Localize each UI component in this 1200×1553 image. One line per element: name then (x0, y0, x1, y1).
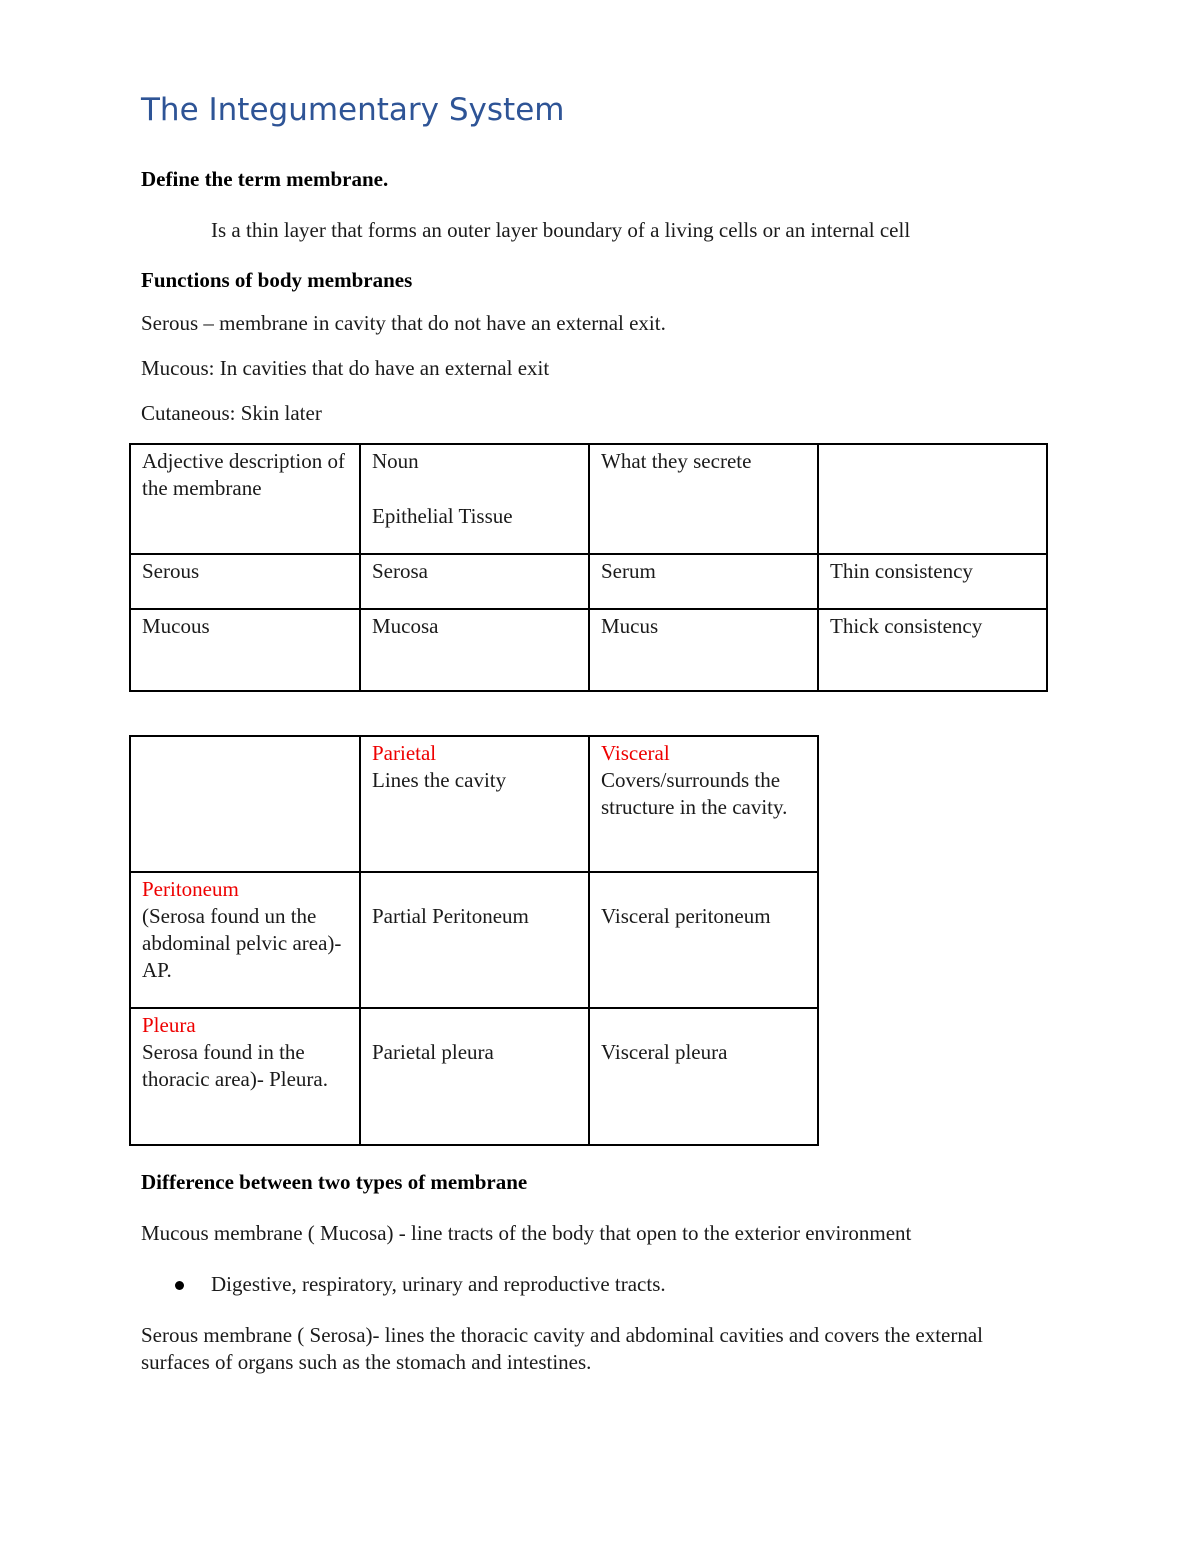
table-header-row (130, 736, 818, 872)
table-cell: Visceral pleura (589, 1008, 818, 1145)
table-cell: Mucus (589, 609, 818, 691)
table-header-row (130, 444, 1047, 554)
peritoneum-description: (Serosa found un the abdominal pelvic area)- AP. (142, 904, 342, 982)
table-row (130, 554, 1047, 609)
table-cell (130, 1008, 360, 1145)
table-cell: Serum (589, 554, 818, 609)
bullet-icon (175, 1281, 184, 1290)
table-cell: Thick consistency (818, 609, 1047, 691)
table-cell: Mucosa (360, 609, 589, 691)
functions-line-mucous: Mucous: In cavities that do have an external exit (141, 356, 550, 380)
table-cell (360, 736, 589, 872)
table-cell: Adjective description of the membrane (130, 444, 360, 554)
functions-line-cutaneous: Cutaneous: Skin later (141, 401, 322, 425)
parietal-description: Lines the cavity (372, 768, 507, 792)
table-cell: Partial Peritoneum (360, 872, 589, 1008)
table-row (130, 1008, 818, 1145)
noun-label: Noun (372, 449, 419, 473)
parietal-title: Parietal (372, 741, 437, 765)
serous-membrane-text: Serous membrane ( Serosa)- lines the thoracic cavity and abdominal cavities and covers the external surfaces of organs such as the stomach and intestines. (141, 1323, 984, 1374)
table-row (130, 609, 1047, 691)
peritoneum-title: Peritoneum (142, 877, 239, 901)
table-cell: Thin consistency (818, 554, 1047, 609)
document-title: The Integumentary System (141, 92, 565, 128)
visceral-description: Covers/surrounds the structure in the cavity. (601, 768, 788, 819)
table-cell (360, 444, 589, 554)
table-cell: Parietal pleura (360, 1008, 589, 1145)
serous-membranes-table (129, 735, 819, 1146)
tracts-list (141, 1271, 666, 1298)
mucous-membrane-text: Mucous membrane ( Mucosa) - line tracts of the body that open to the exterior environment (141, 1221, 912, 1245)
pleura-title: Pleura (142, 1013, 196, 1037)
table-row (130, 872, 818, 1008)
visceral-title: Visceral (601, 741, 670, 765)
membrane-types-table (129, 443, 1048, 692)
epithelial-label: Epithelial Tissue (372, 504, 513, 528)
question-heading: Define the term membrane. (141, 167, 389, 191)
difference-heading: Difference between two types of membrane (141, 1170, 528, 1194)
table-cell (589, 736, 818, 872)
table-cell (130, 736, 360, 872)
membrane-definition: Is a thin layer that forms an outer layer boundary of a living cells or an internal cell (211, 218, 911, 242)
table-cell: Serous (130, 554, 360, 609)
tracts-text: Digestive, respiratory, urinary and reproductive tracts. (211, 1272, 666, 1296)
list-item (141, 1271, 666, 1298)
functions-line-serous: Serous – membrane in cavity that do not have an external exit. (141, 311, 666, 335)
table-cell (130, 872, 360, 1008)
functions-heading: Functions of body membranes (141, 268, 413, 292)
table-cell: Serosa (360, 554, 589, 609)
table-cell (818, 444, 1047, 554)
table-cell: Mucous (130, 609, 360, 691)
table-cell: What they secrete (589, 444, 818, 554)
table-cell: Visceral peritoneum (589, 872, 818, 1008)
pleura-description: Serosa found in the thoracic area)- Pleura. (142, 1040, 328, 1091)
